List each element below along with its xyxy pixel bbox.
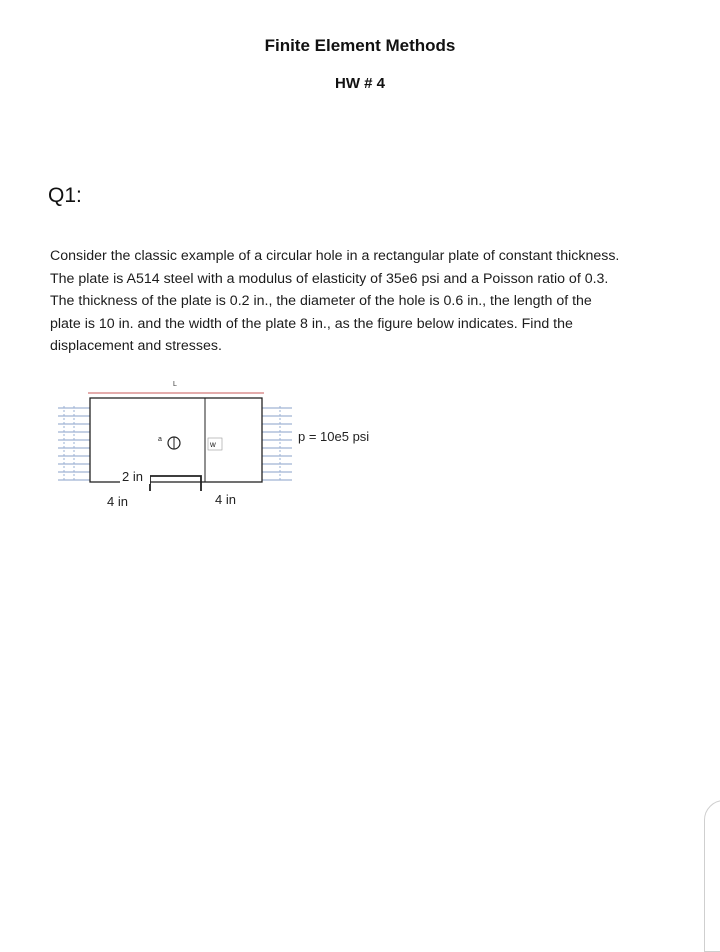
scroll-indicator[interactable] [704, 800, 720, 952]
question-label: Q1: [48, 184, 82, 207]
question-line: The thickness of the plate is 0.2 in., the diameter of the hole is 0.6 in., the length of the [50, 293, 592, 310]
left-dimension-label: 4 in [107, 494, 128, 509]
plate-outline [90, 398, 262, 482]
plate-figure [50, 370, 410, 520]
document-title: Finite Element Methods [264, 36, 456, 55]
question-line: Consider the classic example of a circular hole in a rectangular plate of constant thickness. [50, 248, 620, 264]
step-bracket [150, 476, 201, 491]
question-line: displacement and stresses. [50, 338, 222, 355]
question-line: The plate is A514 steel with a modulus of elasticity of 35e6 psi and a Poisson ratio of 0.3. [50, 270, 609, 287]
homework-number: HW # 4 [334, 75, 385, 92]
pressure-label: p = 10e5 psi [298, 429, 370, 444]
step-label: 2 in [122, 469, 143, 484]
question-text [50, 245, 690, 358]
right-load-arrows [262, 406, 292, 482]
right-dimension-label: 4 in [215, 492, 236, 507]
left-load-arrows [58, 406, 90, 482]
width-label: w [210, 440, 216, 449]
length-label: L [173, 381, 177, 388]
hole-label: a [158, 436, 162, 443]
question-line: plate is 10 in. and the width of the plate 8 in., as the figure below indicates. Find the [50, 315, 573, 332]
